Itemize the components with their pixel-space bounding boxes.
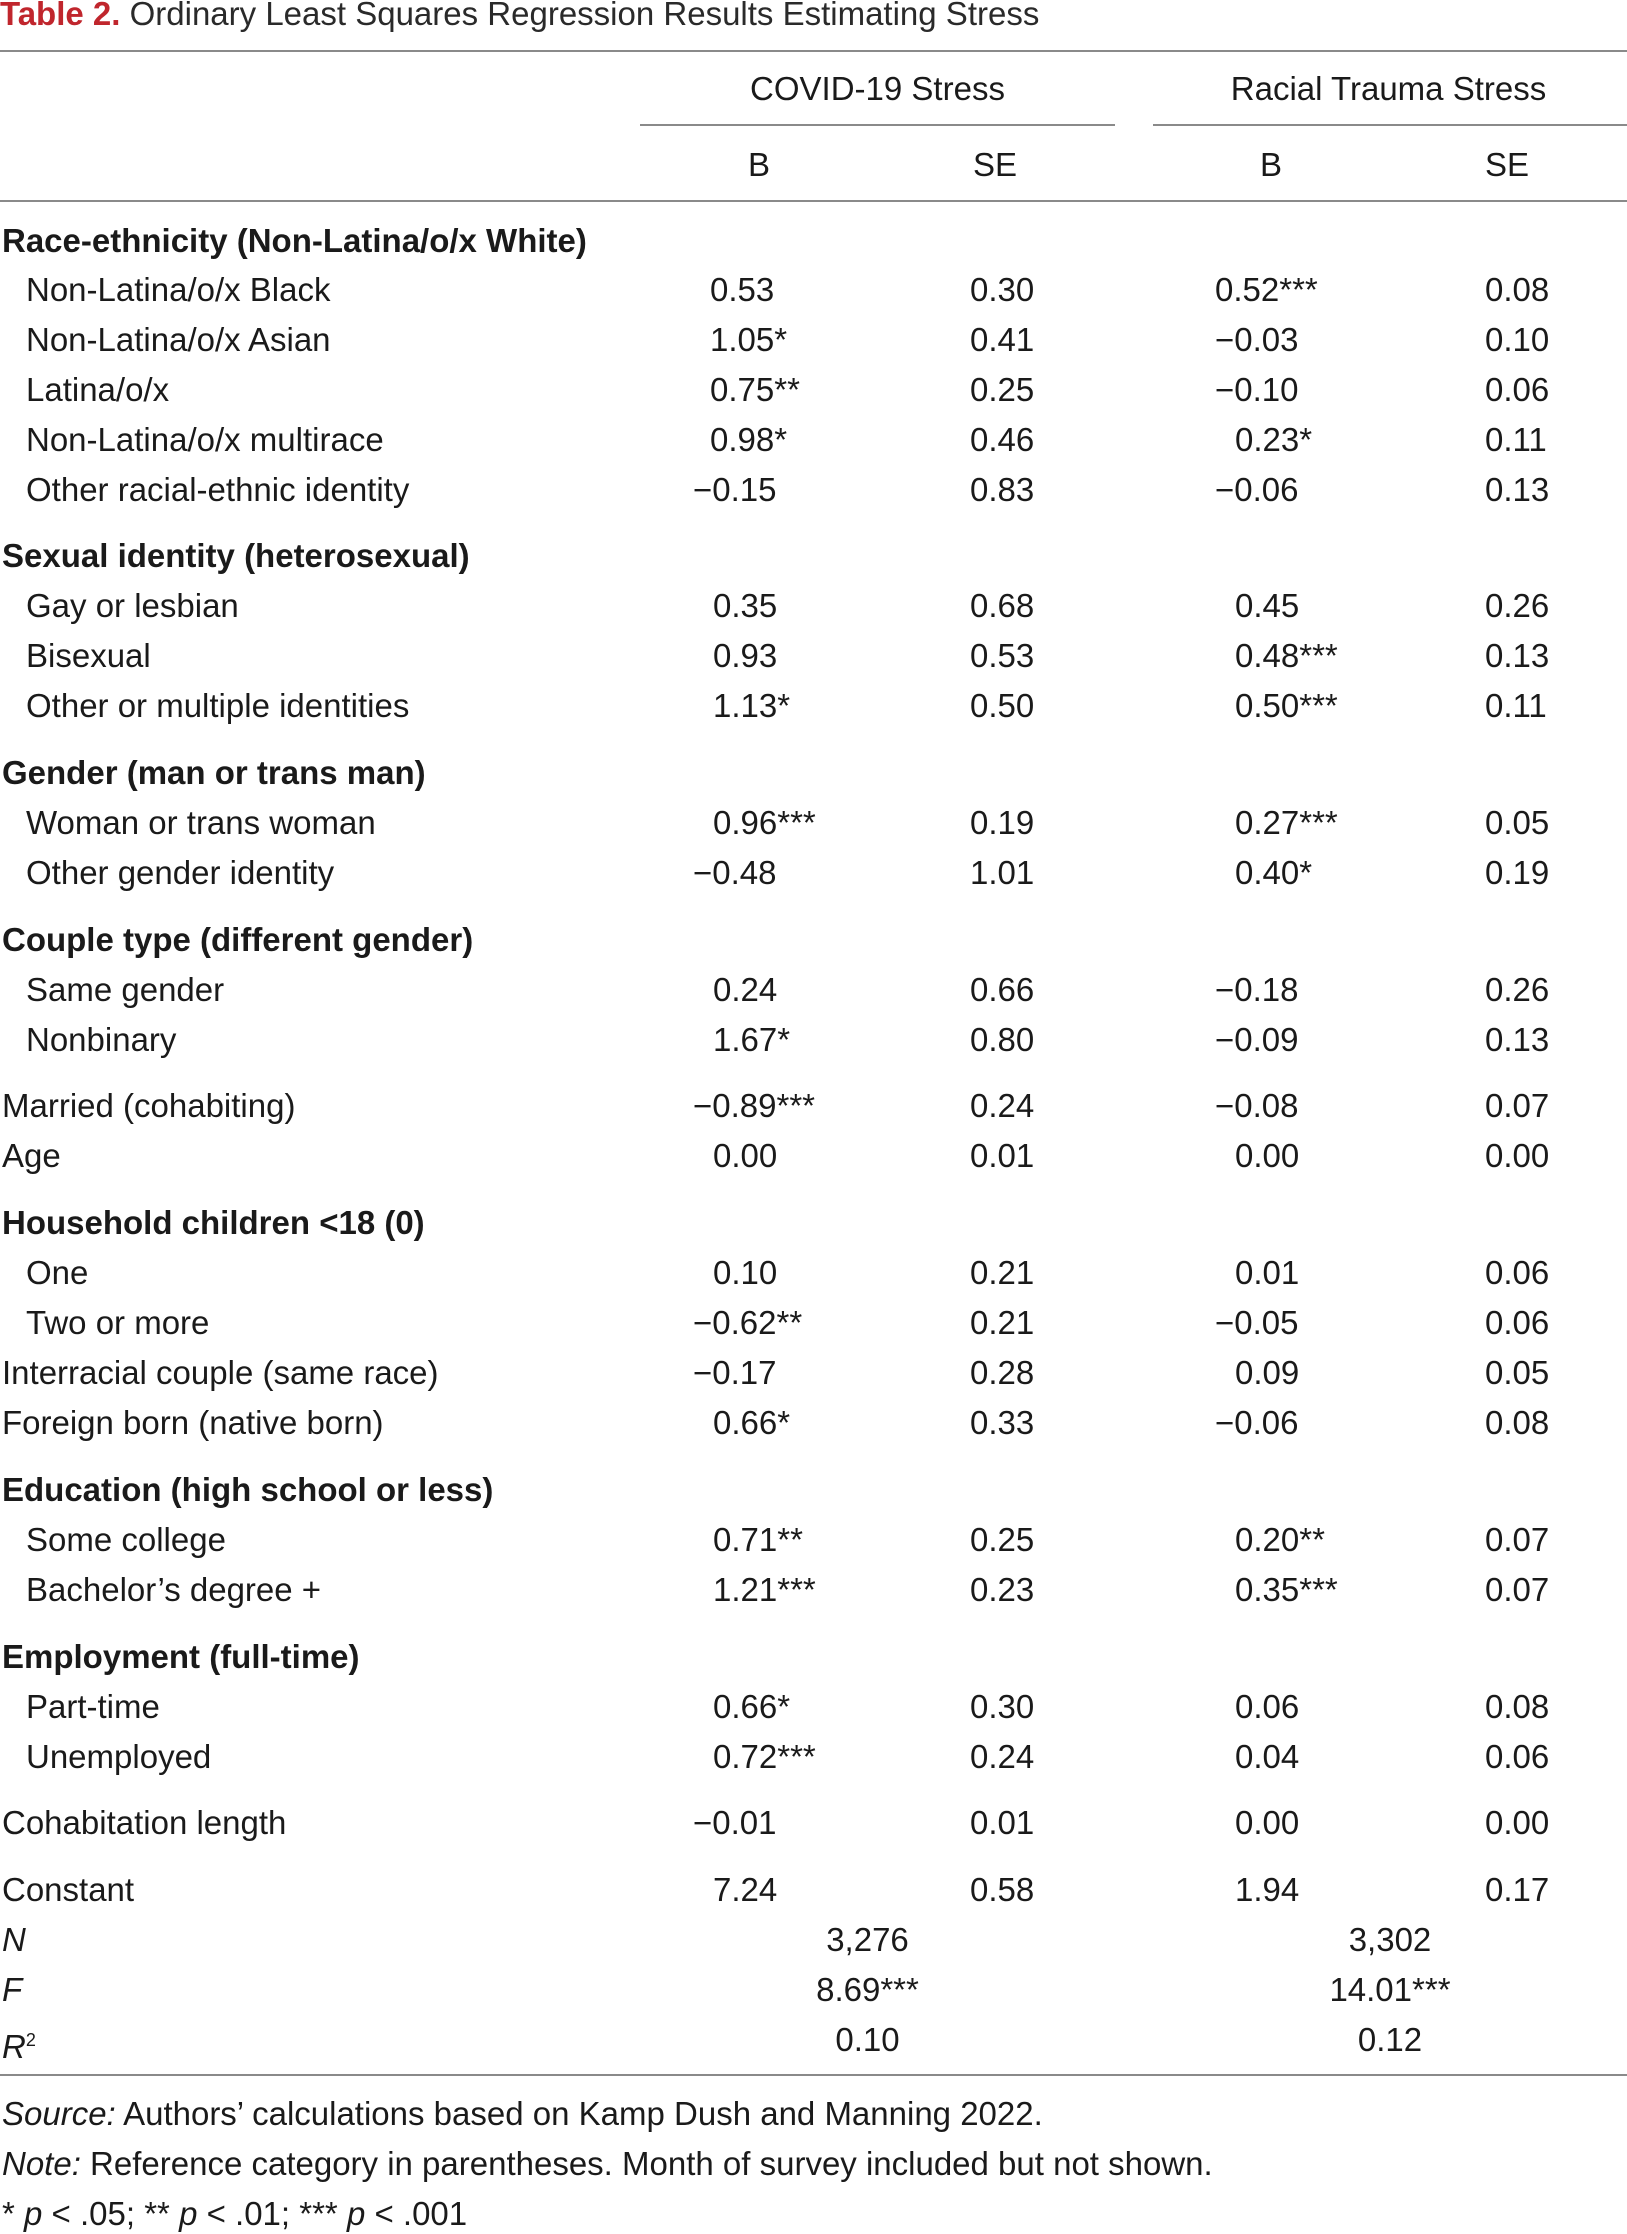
cell-se1: 0.19 [970,804,1035,841]
cell-b1: 0.71** [713,1521,803,1558]
cell-b1: 0.00 [713,1137,778,1174]
row-label: Latina/o/x [26,371,170,408]
row-label: Part-time [26,1688,160,1725]
cell-b2: −0.09 [1215,1021,1299,1058]
cell-se2: 0.06 [1485,1738,1550,1775]
cell-b2: 0.01 [1235,1254,1300,1291]
cell-b2: −0.06 [1215,471,1299,508]
cell-se1: 0.68 [970,587,1035,624]
cell-b1: −0.62** [693,1304,803,1341]
cell-b2: −0.06 [1215,1404,1299,1441]
row-label: Other gender identity [26,854,335,891]
cell-se2: 0.11 [1485,687,1547,724]
row-label: Nonbinary [26,1021,177,1058]
cell-se2: 0.08 [1485,1404,1550,1441]
cell-se1: 1.01 [970,854,1035,891]
employment-group-heading: Employment (full-time) [2,1638,360,1675]
cell-b1: 7.24 [713,1871,778,1908]
cell-b1: 0.66* [713,1688,791,1725]
covid-b-header: B [748,146,771,183]
couple-group-heading: Couple type (different gender) [2,921,474,958]
cell-b1: 1.05* [710,321,788,358]
cell-b1: 1.13* [713,687,791,724]
cell-b2: 0.48*** [1235,637,1338,674]
cell-se1: 0.53 [970,637,1035,674]
row-label: Same gender [26,971,225,1008]
children-group-heading: Household children <18 (0) [2,1204,425,1241]
significance-note: * p < .05; ** p < .01; *** p < .001 [2,2195,468,2232]
cell-se1: 0.50 [970,687,1035,724]
cell-b1: 0.10 [713,1254,778,1291]
cell-b2: 0.06 [1235,1688,1300,1725]
stat-value-racial: 0.12 [1357,2021,1423,2058]
row-label: Two or more [26,1304,210,1341]
cell-se1: 0.66 [970,971,1035,1008]
row-label: Cohabitation length [2,1804,287,1841]
cell-b2: 0.09 [1235,1354,1300,1391]
cell-se1: 0.01 [970,1137,1035,1174]
cell-se2: 0.13 [1485,1021,1550,1058]
education-group-heading: Education (high school or less) [2,1471,494,1508]
source-note: Source: Authors’ calculations based on Kamp Dush and Manning 2022. [2,2095,1043,2132]
cell-se1: 0.25 [970,371,1035,408]
cell-se2: 0.05 [1485,1354,1550,1391]
cell-se1: 0.80 [970,1021,1035,1058]
cell-se1: 0.41 [970,321,1035,358]
cell-se1: 0.58 [970,1871,1035,1908]
cell-b1: 0.96*** [713,804,816,841]
cell-se1: 0.30 [970,271,1035,308]
row-label: Non-Latina/o/x Black [26,271,331,308]
table-title [0,0,1039,34]
table-label: Table 2. [0,0,121,32]
row-label: Age [2,1137,61,1174]
cell-b1: −0.15 [693,471,777,508]
cell-b2: 1.94 [1235,1871,1300,1908]
sexual-group-heading: Sexual identity (heterosexual) [2,537,470,574]
cell-se1: 0.01 [970,1804,1035,1841]
cell-se2: 0.00 [1485,1137,1550,1174]
row-label: Some college [26,1521,226,1558]
row-label: One [26,1254,89,1291]
cell-se1: 0.24 [970,1738,1035,1775]
cell-se1: 0.21 [970,1254,1035,1291]
cell-se1: 0.23 [970,1571,1035,1608]
covid-header-rule [640,124,1115,126]
table-title-text: Ordinary Least Squares Regression Results Estimating Stress [129,0,1040,32]
covid-se-header: SE [973,146,1018,183]
cell-b2: 0.40* [1235,854,1313,891]
cell-b2: 0.04 [1235,1738,1300,1775]
cell-b1: 0.93 [713,637,778,674]
cell-se2: 0.07 [1485,1571,1550,1608]
cell-b2: −0.08 [1215,1087,1299,1124]
stat-label: $R^2$ [2,2028,36,2065]
cell-b1: 0.98* [710,421,788,458]
cell-b2: 0.00 [1235,1137,1300,1174]
row-label: Other racial-ethnic identity [26,471,410,508]
cell-b1: 0.72*** [713,1738,816,1775]
cell-se2: 0.06 [1485,1254,1550,1291]
cell-b1: −0.17 [693,1354,777,1391]
cell-b2: 0.00 [1235,1804,1300,1841]
row-label: Non-Latina/o/x Asian [26,321,331,358]
cell-se2: 0.26 [1485,971,1550,1008]
stat-label: F [2,1971,23,2008]
cell-se1: 0.21 [970,1304,1035,1341]
cell-se2: 0.13 [1485,471,1550,508]
row-label: Foreign born (native born) [2,1404,384,1441]
covid-stress-header: COVID-19 Stress [750,70,1005,107]
racial-header-rule [1153,124,1627,126]
row-label: Woman or trans woman [26,804,376,841]
cell-b1: 0.24 [713,971,778,1008]
stat-value-racial: 14.01*** [1329,1971,1451,2008]
cell-se1: 0.46 [970,421,1035,458]
cell-b2: 0.35*** [1235,1571,1338,1608]
cell-b2: 0.50*** [1235,687,1338,724]
row-label: Unemployed [26,1738,212,1775]
cell-se1: 0.28 [970,1354,1035,1391]
cell-b1: 0.66* [713,1404,791,1441]
cell-se2: 0.08 [1485,271,1550,308]
cell-b2: 0.20** [1235,1521,1325,1558]
cell-se1: 0.24 [970,1087,1035,1124]
row-label: Other or multiple identities [26,687,410,724]
cell-se2: 0.08 [1485,1688,1550,1725]
row-label: Interracial couple (same race) [2,1354,439,1391]
cell-se2: 0.17 [1485,1871,1550,1908]
row-label: Constant [2,1871,135,1908]
cell-se2: 0.05 [1485,804,1550,841]
stat-label: N [2,1921,26,1958]
row-label: Married (cohabiting) [2,1087,296,1124]
cell-se1: 0.83 [970,471,1035,508]
general-note: Note: Reference category in parentheses. Month of survey included but not shown. [2,2145,1213,2182]
cell-b1: 1.67* [713,1021,791,1058]
top-rule [0,50,1627,52]
cell-se2: 0.07 [1485,1521,1550,1558]
cell-b2: −0.10 [1215,371,1299,408]
cell-b2: −0.03 [1215,321,1299,358]
cell-se2: 0.06 [1485,371,1550,408]
row-label: Bachelor’s degree + [26,1571,322,1608]
racial-se-header: SE [1485,146,1530,183]
stat-value-racial: 3,302 [1348,1921,1432,1958]
cell-b2: 0.45 [1235,587,1300,624]
cell-se1: 0.30 [970,1688,1035,1725]
header-bottom-rule [0,200,1627,202]
cell-b1: −0.01 [693,1804,777,1841]
race-group-heading: Race-ethnicity (Non-Latina/o/x White) [2,222,587,259]
cell-se2: 0.13 [1485,637,1550,674]
cell-b2: −0.05 [1215,1304,1299,1341]
racial-trauma-header: Racial Trauma Stress [1230,70,1547,107]
row-label: Gay or lesbian [26,587,239,624]
cell-se2: 0.26 [1485,587,1550,624]
cell-b1: −0.89*** [693,1087,816,1124]
cell-b2: −0.18 [1215,971,1299,1008]
cell-b1: 0.75** [710,371,800,408]
bottom-rule [0,2074,1627,2076]
cell-se2: 0.06 [1485,1304,1550,1341]
row-label: Non-Latina/o/x multirace [26,421,384,458]
cell-se2: 0.10 [1485,321,1550,358]
stat-value-covid: 3,276 [826,1921,909,1958]
stat-value-covid: 0.10 [835,2021,900,2058]
cell-se2: 0.19 [1485,854,1550,891]
cell-b1: 0.53 [710,271,775,308]
cell-b1: −0.48 [693,854,777,891]
cell-se1: 0.33 [970,1404,1035,1441]
cell-b1: 0.35 [713,587,778,624]
cell-b2: 0.27*** [1235,804,1338,841]
racial-b-header: B [1260,146,1283,183]
cell-b1: 1.21*** [713,1571,816,1608]
cell-se2: 0.07 [1485,1087,1550,1124]
stat-value-covid: 8.69*** [816,1971,919,2008]
cell-se2: 0.00 [1485,1804,1550,1841]
cell-se2: 0.11 [1485,421,1547,458]
cell-se1: 0.25 [970,1521,1035,1558]
cell-b2: 0.23* [1235,421,1313,458]
row-label: Bisexual [26,637,151,674]
gender-group-heading: Gender (man or trans man) [2,754,426,791]
cell-b2: 0.52*** [1215,271,1318,308]
